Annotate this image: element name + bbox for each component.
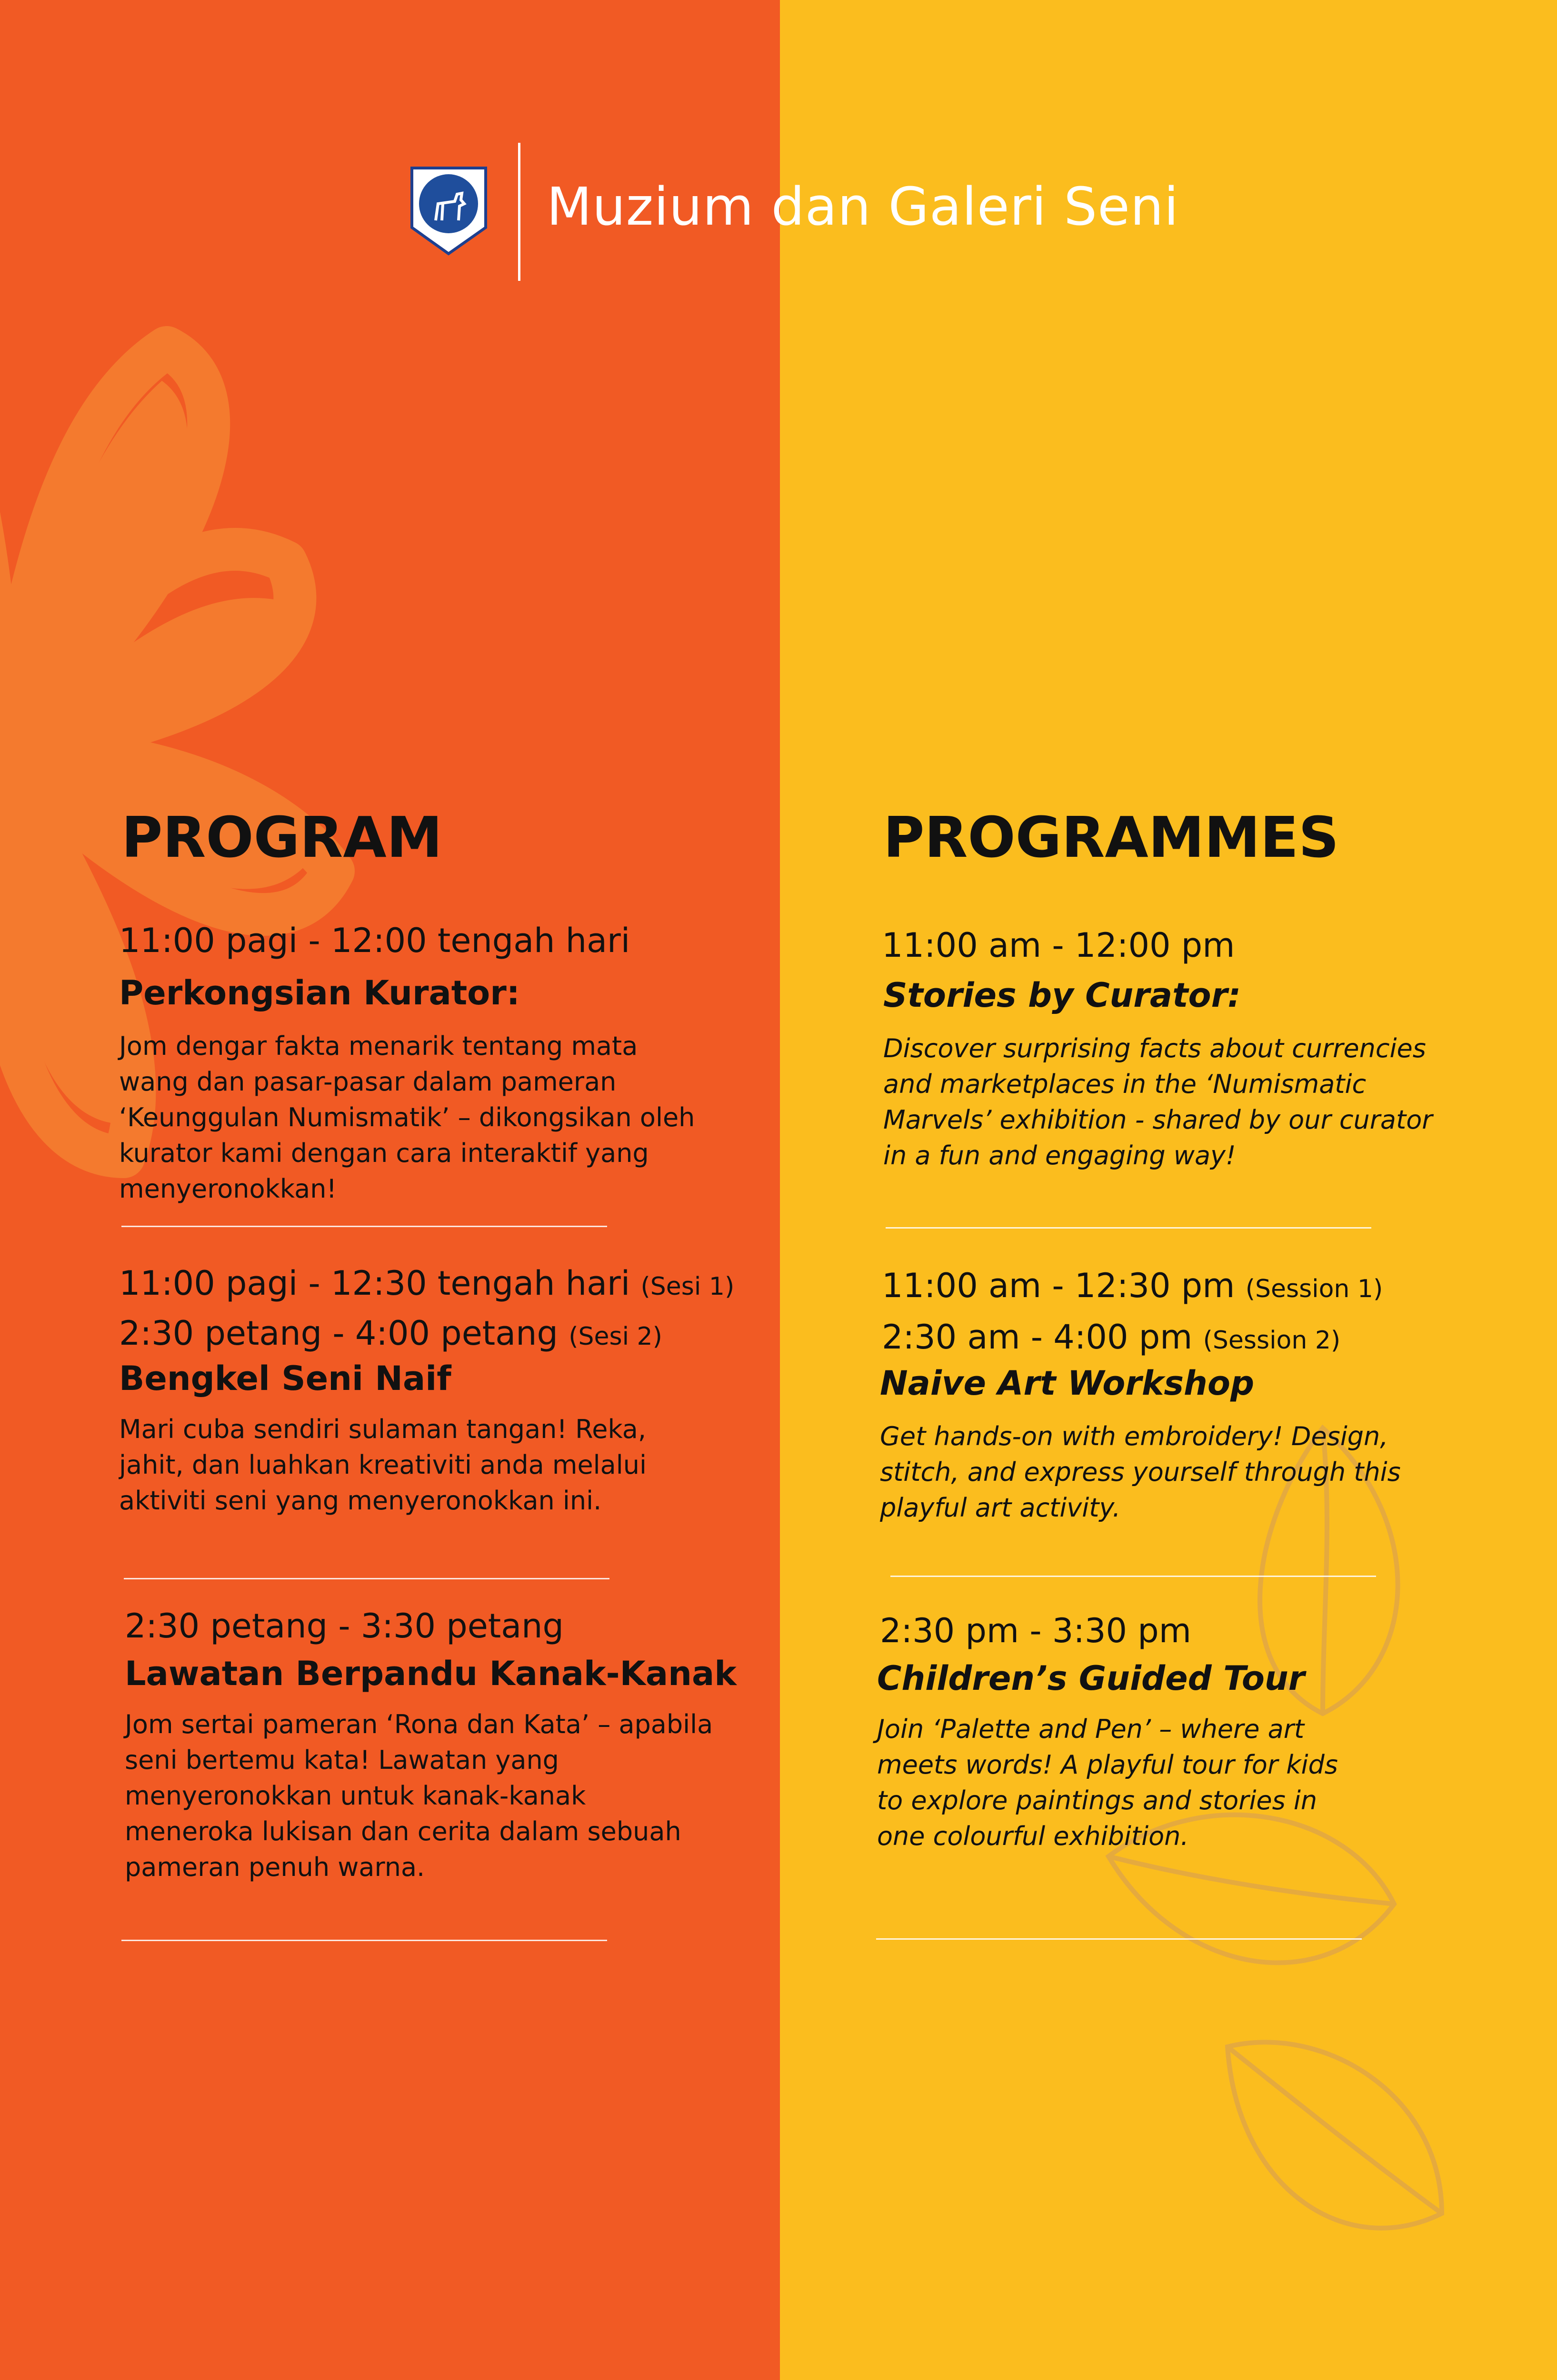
event-title: Naive Art Workshop	[880, 1364, 1255, 1403]
brand-name: Muzium dan Galeri Seni	[547, 176, 1179, 237]
event-time-2	[882, 1318, 1340, 1357]
event-time: 11:00 pagi - 12:00 tengah hari	[119, 921, 630, 960]
event-title: Children’s Guided Tour	[877, 1659, 1305, 1698]
section-divider	[876, 1938, 1362, 1940]
event-title: Stories by Curator:	[883, 976, 1241, 1015]
event-title: Perkongsian Kurator:	[119, 973, 520, 1012]
event-title: Bengkel Seni Naif	[119, 1359, 451, 1398]
session-note: (Sesi 2)	[569, 1322, 662, 1351]
program-heading-english: PROGRAMMES	[883, 804, 1339, 870]
section-divider	[890, 1576, 1376, 1577]
museum-deer-shield-icon	[409, 166, 488, 256]
header	[0, 143, 1557, 281]
right-panel-english	[780, 0, 1557, 2380]
event-title: Lawatan Berpandu Kanak-Kanak	[125, 1654, 737, 1693]
session-note: (Sesi 1)	[640, 1272, 735, 1301]
header-divider	[518, 143, 520, 281]
section-divider	[124, 1578, 609, 1579]
time-text: 2:30 am - 4:00 pm	[882, 1318, 1193, 1357]
event-time-2	[119, 1314, 662, 1353]
time-text: 2:30 petang - 4:00 petang	[119, 1314, 558, 1353]
event-description: Jom dengar fakta menarik tentang mata wang dan pasar-pasar dalam pameran ‘Keunggulan Numismatik’ – dikongsikan oleh kurator kami dengan cara interaktif yang menyeronokkan!	[119, 1031, 695, 1204]
section-divider	[121, 1940, 607, 1941]
event-description: Join ‘Palette and Pen’ – where art meets words! A playful tour for kids to explore paintings and stories in one colourful exhibition.	[877, 1714, 1338, 1851]
event-time: 2:30 pm - 3:30 pm	[880, 1611, 1191, 1650]
event-description: Mari cuba sendiri sulaman tangan! Reka, jahit, dan luahkan kreativiti anda melalui aktiviti seni yang menyeronokkan ini.	[119, 1414, 647, 1516]
event-description: Discover surprising facts about currencies and marketplaces in the ‘Numismatic Marvels’ exhibition - shared by our curator in a fun and engaging way!	[883, 1033, 1433, 1170]
section-divider	[886, 1227, 1371, 1229]
event-time: 11:00 am - 12:00 pm	[882, 926, 1235, 965]
program-heading-malay: PROGRAM	[121, 804, 443, 870]
session-note: (Session 2)	[1203, 1326, 1341, 1355]
event-time	[882, 1266, 1383, 1305]
event-description: Get hands-on with embroidery! Design, stitch, and express yourself through this playful art activity.	[880, 1421, 1401, 1523]
event-description: Jom sertai pameran ‘Rona dan Kata’ – apabila seni bertemu kata! Lawatan yang menyeronokkan untuk kanak-kanak meneroka lukisan dan cerita dalam sebuah pameran penuh warna.	[125, 1709, 713, 1882]
time-text: 11:00 pagi - 12:30 tengah hari	[119, 1264, 630, 1303]
leaf-line-decoration	[1037, 1380, 1466, 2380]
event-time	[119, 1264, 734, 1303]
session-note: (Session 1)	[1245, 1275, 1383, 1303]
event-time: 2:30 petang - 3:30 petang	[125, 1606, 564, 1646]
time-text: 11:00 am - 12:30 pm	[882, 1266, 1235, 1305]
section-divider	[121, 1226, 607, 1227]
